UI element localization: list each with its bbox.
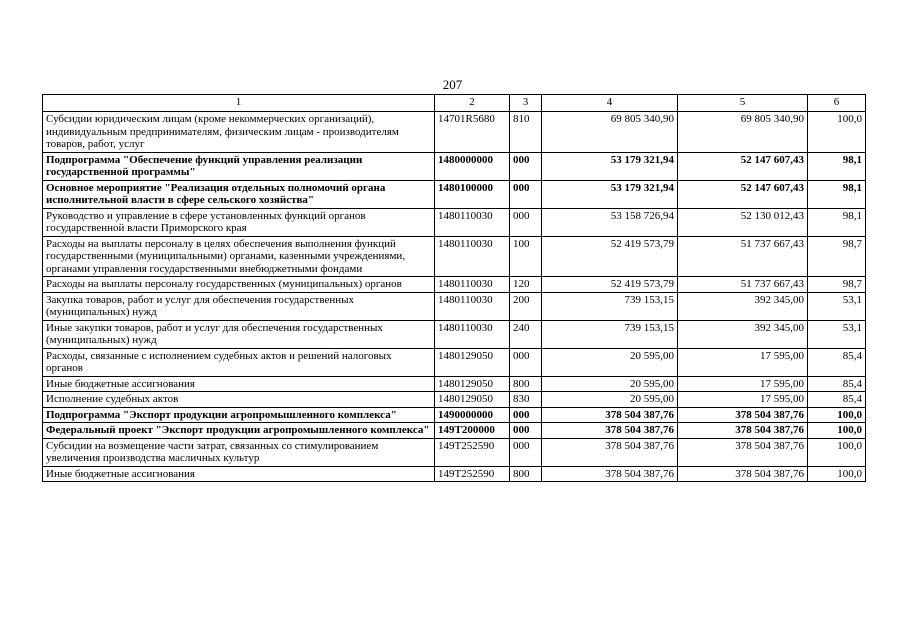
row-type-cell: 120 — [510, 277, 542, 293]
row-plan-cell: 739 153,15 — [542, 292, 678, 320]
row-type-cell: 800 — [510, 376, 542, 392]
row-name-cell: Подпрограмма "Обеспечение функций управления реализации государственной программы" — [43, 152, 435, 180]
row-code-cell: 1480129050 — [435, 348, 510, 376]
row-type-cell: 000 — [510, 407, 542, 423]
row-exec-cell: 52 130 012,43 — [678, 208, 808, 236]
row-type-cell: 800 — [510, 466, 542, 482]
row-name-cell: Руководство и управление в сфере установленных функций органов государственной власти Приморского края — [43, 208, 435, 236]
row-percent-cell: 100,0 — [808, 438, 866, 466]
table-row — [43, 438, 866, 466]
row-percent-cell: 85,4 — [808, 392, 866, 408]
table-row — [43, 112, 866, 153]
row-percent-cell: 98,1 — [808, 152, 866, 180]
row-type-cell: 200 — [510, 292, 542, 320]
row-name-cell: Федеральный проект "Экспорт продукции агропромышленного комплекса" — [43, 423, 435, 439]
row-name-cell: Иные бюджетные ассигнования — [43, 376, 435, 392]
row-type-cell: 000 — [510, 208, 542, 236]
row-exec-cell: 17 595,00 — [678, 376, 808, 392]
table-row — [43, 292, 866, 320]
row-code-cell: 1480100000 — [435, 180, 510, 208]
table-row — [43, 180, 866, 208]
row-name-cell: Исполнение судебных актов — [43, 392, 435, 408]
row-exec-cell: 378 504 387,76 — [678, 423, 808, 439]
table-row — [43, 376, 866, 392]
row-type-cell: 000 — [510, 438, 542, 466]
table-row — [43, 407, 866, 423]
row-percent-cell: 98,1 — [808, 180, 866, 208]
row-name-cell: Расходы, связанные с исполнением судебных актов и решений налоговых органов — [43, 348, 435, 376]
row-percent-cell: 100,0 — [808, 423, 866, 439]
table-row — [43, 208, 866, 236]
row-code-cell: 14701R5680 — [435, 112, 510, 153]
row-code-cell: 149T252590 — [435, 466, 510, 482]
row-plan-cell: 52 419 573,79 — [542, 236, 678, 277]
table-row — [43, 320, 866, 348]
row-plan-cell: 53 179 321,94 — [542, 180, 678, 208]
row-exec-cell: 392 345,00 — [678, 320, 808, 348]
row-name-cell: Основное мероприятие "Реализация отдельных полномочий органа исполнительной власти в сфере сельского хозяйства" — [43, 180, 435, 208]
row-percent-cell: 100,0 — [808, 407, 866, 423]
row-percent-cell: 85,4 — [808, 376, 866, 392]
table-row — [43, 423, 866, 439]
row-plan-cell: 69 805 340,90 — [542, 112, 678, 153]
table-row — [43, 277, 866, 293]
row-type-cell: 000 — [510, 180, 542, 208]
row-plan-cell: 378 504 387,76 — [542, 438, 678, 466]
row-code-cell: 1480110030 — [435, 236, 510, 277]
row-code-cell: 149T252590 — [435, 438, 510, 466]
table-row — [43, 348, 866, 376]
row-code-cell: 1480110030 — [435, 320, 510, 348]
row-exec-cell: 51 737 667,43 — [678, 277, 808, 293]
row-code-cell: 1480110030 — [435, 208, 510, 236]
row-exec-cell: 378 504 387,76 — [678, 407, 808, 423]
row-percent-cell: 53,1 — [808, 320, 866, 348]
column-header: 6 — [808, 95, 866, 112]
row-percent-cell: 98,1 — [808, 208, 866, 236]
row-plan-cell: 378 504 387,76 — [542, 423, 678, 439]
row-plan-cell: 20 595,00 — [542, 348, 678, 376]
row-plan-cell: 739 153,15 — [542, 320, 678, 348]
row-exec-cell: 17 595,00 — [678, 348, 808, 376]
row-exec-cell: 51 737 667,43 — [678, 236, 808, 277]
row-name-cell: Подпрограмма "Экспорт продукции агропромышленного комплекса" — [43, 407, 435, 423]
row-percent-cell: 98,7 — [808, 277, 866, 293]
column-header: 5 — [678, 95, 808, 112]
row-type-cell: 000 — [510, 423, 542, 439]
row-name-cell: Субсидии юридическим лицам (кроме некоммерческих организаций), индивидуальным предпринимателям, физическим лицам - производителям товаров, работ, услуг — [43, 112, 435, 153]
column-header: 1 — [43, 95, 435, 112]
row-plan-cell: 53 179 321,94 — [542, 152, 678, 180]
row-name-cell: Иные бюджетные ассигнования — [43, 466, 435, 482]
row-name-cell: Расходы на выплаты персоналу в целях обеспечения выполнения функций государственными (муниципальными) органами, казенными учреждениями, органами управления государственными внебюджетными фондами — [43, 236, 435, 277]
column-header: 4 — [542, 95, 678, 112]
row-percent-cell: 100,0 — [808, 466, 866, 482]
row-code-cell: 1480129050 — [435, 392, 510, 408]
row-exec-cell: 69 805 340,90 — [678, 112, 808, 153]
row-type-cell: 100 — [510, 236, 542, 277]
table-row — [43, 152, 866, 180]
row-code-cell: 149T200000 — [435, 423, 510, 439]
row-code-cell: 1490000000 — [435, 407, 510, 423]
row-percent-cell: 53,1 — [808, 292, 866, 320]
row-exec-cell: 52 147 607,43 — [678, 152, 808, 180]
row-code-cell: 1480000000 — [435, 152, 510, 180]
row-name-cell: Закупка товаров, работ и услуг для обеспечения государственных (муниципальных) нужд — [43, 292, 435, 320]
row-name-cell: Субсидии на возмещение части затрат, связанных со стимулированием увеличения производства масличных культур — [43, 438, 435, 466]
row-plan-cell: 53 158 726,94 — [542, 208, 678, 236]
row-exec-cell: 52 147 607,43 — [678, 180, 808, 208]
row-plan-cell: 378 504 387,76 — [542, 407, 678, 423]
table-header-row — [43, 95, 866, 112]
row-plan-cell: 52 419 573,79 — [542, 277, 678, 293]
row-percent-cell: 100,0 — [808, 112, 866, 153]
row-exec-cell: 378 504 387,76 — [678, 438, 808, 466]
row-code-cell: 1480110030 — [435, 277, 510, 293]
row-exec-cell: 392 345,00 — [678, 292, 808, 320]
row-type-cell: 000 — [510, 348, 542, 376]
row-percent-cell: 85,4 — [808, 348, 866, 376]
page-number: 207 — [442, 77, 463, 92]
row-plan-cell: 378 504 387,76 — [542, 466, 678, 482]
row-code-cell: 1480110030 — [435, 292, 510, 320]
row-type-cell: 810 — [510, 112, 542, 153]
row-plan-cell: 20 595,00 — [542, 376, 678, 392]
row-type-cell: 000 — [510, 152, 542, 180]
row-percent-cell: 98,7 — [808, 236, 866, 277]
row-plan-cell: 20 595,00 — [542, 392, 678, 408]
column-header: 3 — [510, 95, 542, 112]
budget-table — [42, 94, 866, 482]
table-row — [43, 236, 866, 277]
row-exec-cell: 17 595,00 — [678, 392, 808, 408]
row-exec-cell: 378 504 387,76 — [678, 466, 808, 482]
table-row — [43, 392, 866, 408]
row-code-cell: 1480129050 — [435, 376, 510, 392]
column-header: 2 — [435, 95, 510, 112]
row-name-cell: Расходы на выплаты персоналу государственных (муниципальных) органов — [43, 277, 435, 293]
row-type-cell: 240 — [510, 320, 542, 348]
row-type-cell: 830 — [510, 392, 542, 408]
row-name-cell: Иные закупки товаров, работ и услуг для обеспечения государственных (муниципальных) нужд — [43, 320, 435, 348]
table-row — [43, 466, 866, 482]
